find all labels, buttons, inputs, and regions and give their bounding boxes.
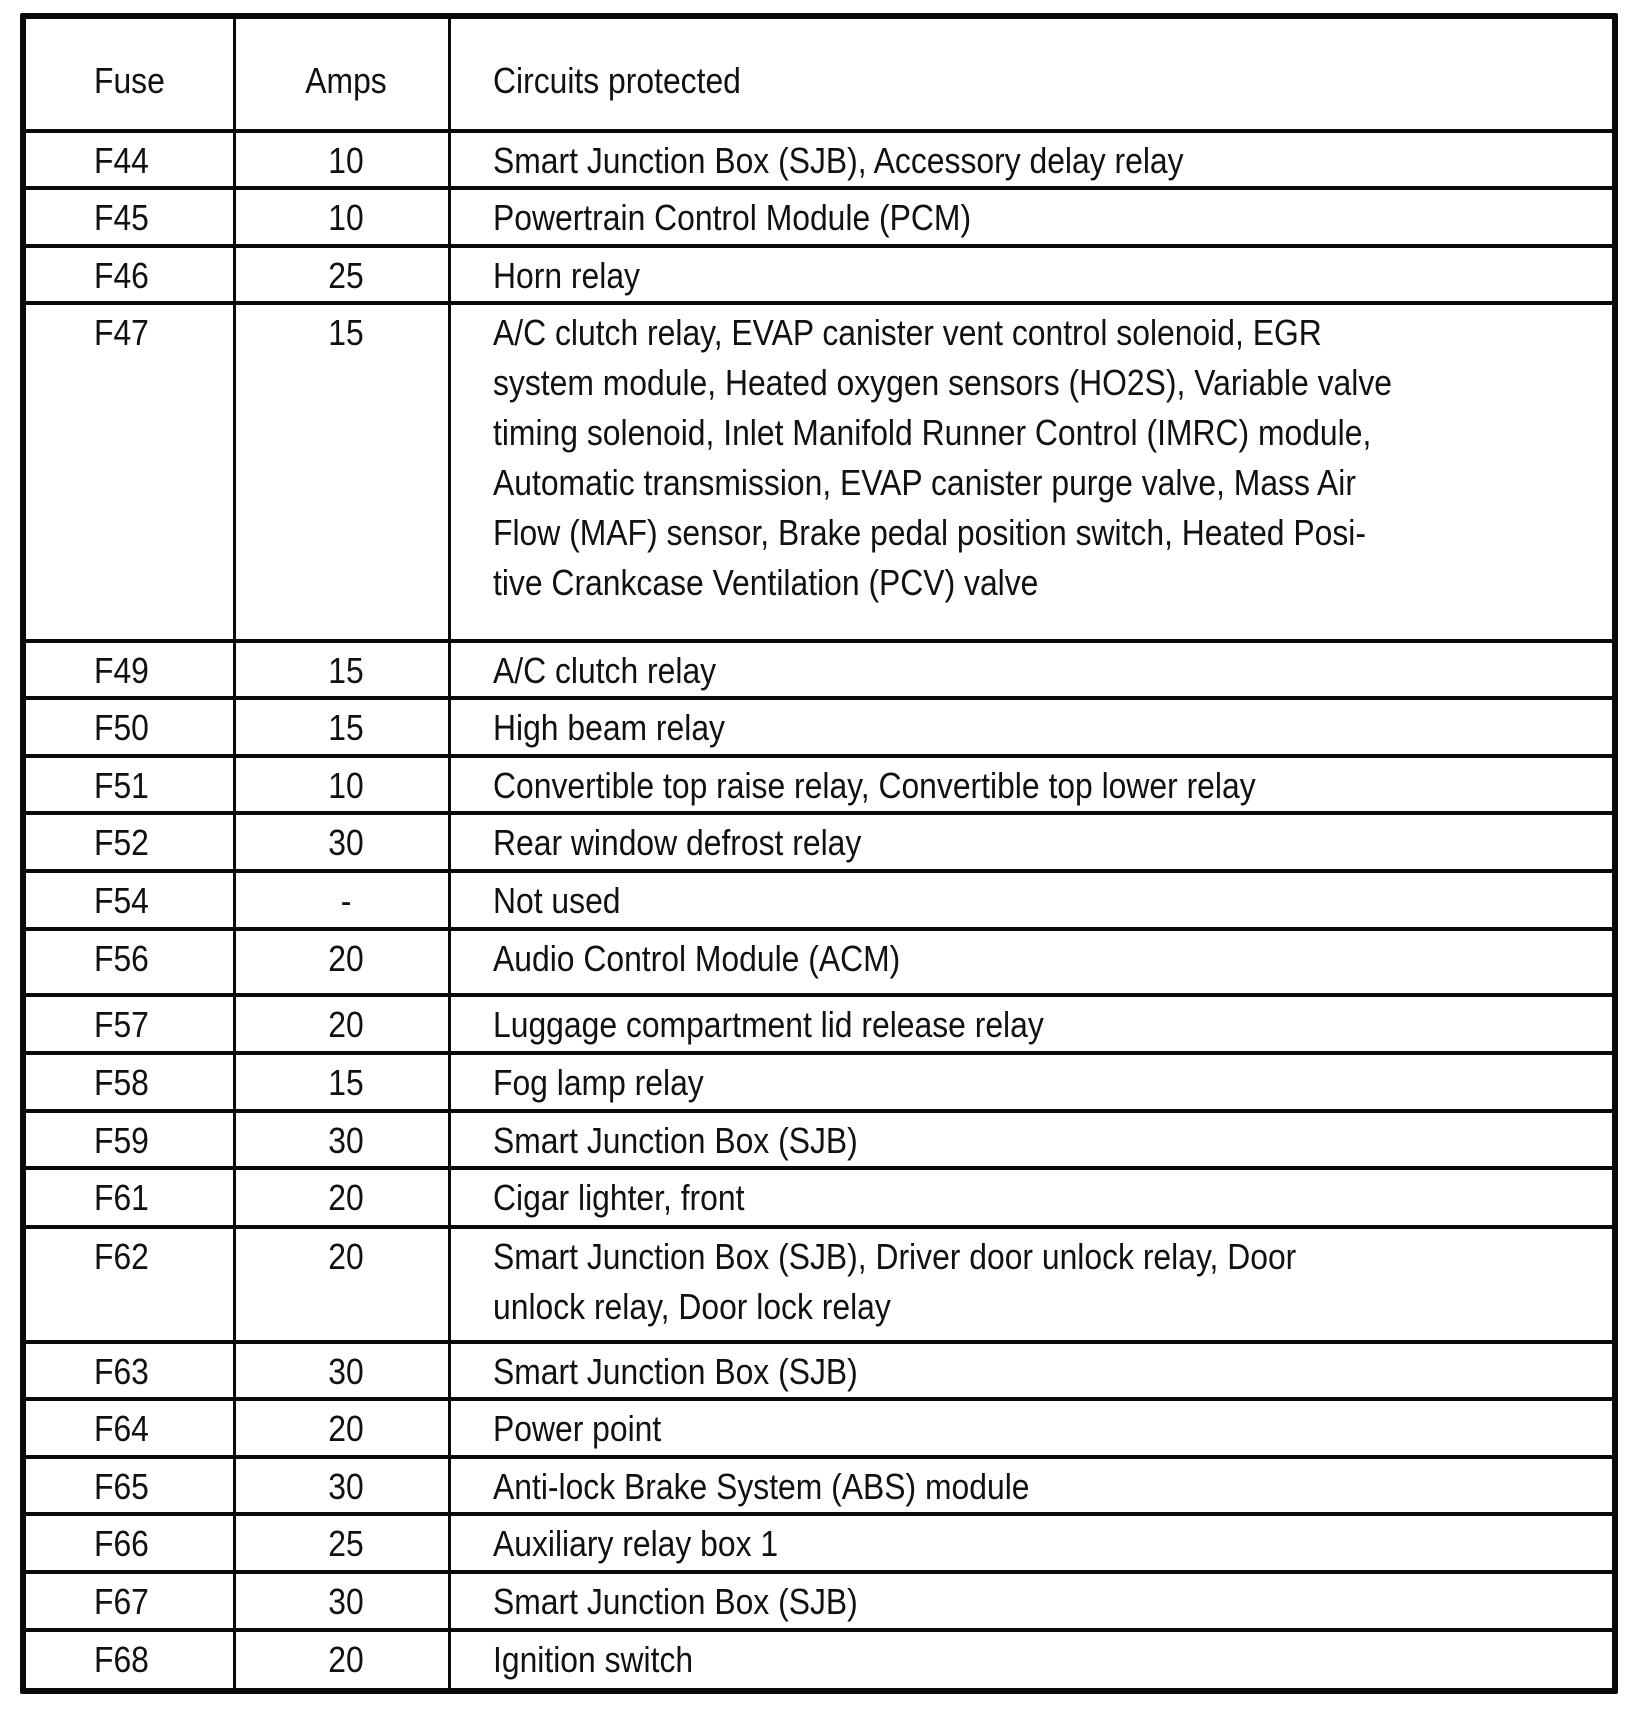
circuit-text-line: Anti-lock Brake System (ABS) module — [493, 1466, 1030, 1507]
amps-value: 15 — [328, 1062, 364, 1103]
circuit-text-line: Smart Junction Box (SJB) — [493, 1120, 858, 1161]
circuits-cell — [493, 251, 659, 301]
fuse-cell — [94, 646, 156, 696]
amps-cell — [239, 308, 453, 358]
fuse-id: F57 — [94, 1004, 149, 1045]
amps-value: 15 — [328, 707, 364, 748]
fuse-cell — [94, 876, 156, 926]
fuse-cell — [94, 1347, 156, 1397]
fuse-id: F46 — [94, 255, 149, 296]
fuse-id: F63 — [94, 1351, 149, 1392]
row-divider — [26, 993, 1612, 997]
fuse-cell — [94, 1635, 156, 1685]
circuit-text-line: A/C clutch relay, EVAP canister vent control solenoid, EGR — [493, 312, 1322, 353]
fuse-id: F52 — [94, 822, 149, 863]
row-divider — [26, 1225, 1612, 1229]
row-divider — [26, 186, 1612, 190]
row-divider — [26, 301, 1612, 305]
header-circuits — [493, 56, 773, 106]
circuits-cell — [493, 934, 953, 984]
row-divider — [26, 811, 1612, 815]
amps-cell — [239, 1519, 453, 1569]
row-divider — [26, 129, 1612, 133]
amps-value: 30 — [328, 1466, 364, 1507]
row-divider — [26, 696, 1612, 700]
fuse-id: F66 — [94, 1523, 149, 1564]
amps-cell — [239, 934, 453, 984]
fuse-id: F45 — [94, 197, 149, 238]
header-amps-label: Amps — [305, 60, 387, 101]
fuse-cell — [94, 1404, 156, 1454]
amps-value: 10 — [328, 140, 364, 181]
row-divider — [26, 1166, 1612, 1170]
fuse-cell — [94, 1519, 156, 1569]
fuse-cell — [94, 251, 156, 301]
amps-cell — [239, 1116, 453, 1166]
circuit-text-line: Smart Junction Box (SJB) — [493, 1351, 858, 1392]
circuit-text-line: Horn relay — [493, 255, 640, 296]
circuits-cell — [493, 876, 637, 926]
row-divider — [26, 927, 1612, 931]
amps-value: 30 — [328, 822, 364, 863]
fuse-id: F49 — [94, 650, 149, 691]
row-divider — [26, 1397, 1612, 1401]
amps-cell — [239, 703, 453, 753]
amps-cell — [239, 1000, 453, 1050]
circuit-text-line: Automatic transmission, EVAP canister purge valve, Mass Air — [493, 462, 1356, 503]
header-amps — [239, 56, 453, 106]
amps-cell — [239, 1347, 453, 1397]
circuits-cell — [493, 1116, 905, 1166]
amps-value: 15 — [328, 312, 364, 353]
circuits-cell — [493, 1635, 719, 1685]
row-divider — [26, 754, 1612, 758]
amps-cell — [239, 1173, 453, 1223]
amps-value: 10 — [328, 765, 364, 806]
circuit-text-line: Flow (MAF) sensor, Brake pedal position switch, Heated Posi- — [493, 512, 1366, 553]
amps-cell — [239, 646, 453, 696]
fuse-cell — [94, 818, 156, 868]
circuits-cell — [493, 1232, 1401, 1332]
circuit-text-line: Fog lamp relay — [493, 1062, 704, 1103]
circuits-cell — [493, 193, 1033, 243]
fuse-cell — [94, 934, 156, 984]
fuse-cell — [94, 761, 156, 811]
circuits-cell — [493, 1173, 777, 1223]
amps-cell — [239, 1404, 453, 1454]
circuits-cell — [493, 1347, 905, 1397]
amps-value: 30 — [328, 1351, 364, 1392]
row-divider — [26, 869, 1612, 873]
circuits-cell — [493, 1404, 683, 1454]
circuit-text-line: system module, Heated oxygen sensors (HO2S), Variable valve — [493, 362, 1392, 403]
circuit-text-line: Not used — [493, 880, 621, 921]
fuse-cell — [94, 1577, 156, 1627]
amps-value: - — [340, 880, 352, 921]
circuit-text-line: Audio Control Module (ACM) — [493, 938, 901, 979]
amps-value: 15 — [328, 650, 364, 691]
row-divider — [26, 1455, 1612, 1459]
amps-cell — [239, 1635, 453, 1685]
amps-cell — [239, 251, 453, 301]
fuse-id: F54 — [94, 880, 149, 921]
circuit-text-line: Ignition switch — [493, 1639, 694, 1680]
fuse-id: F58 — [94, 1062, 149, 1103]
fuse-id: F64 — [94, 1408, 149, 1449]
amps-value: 20 — [328, 1236, 364, 1277]
circuits-cell — [493, 136, 1273, 186]
amps-cell — [239, 1232, 453, 1282]
circuit-text-line: tive Crankcase Ventilation (PCV) valve — [493, 562, 1039, 603]
circuits-cell — [493, 1462, 1099, 1512]
circuit-text-line: Smart Junction Box (SJB), Driver door unlock relay, Door — [493, 1236, 1297, 1277]
amps-cell — [239, 876, 453, 926]
circuits-cell — [493, 818, 909, 868]
fuse-id: F61 — [94, 1177, 149, 1218]
amps-value: 30 — [328, 1120, 364, 1161]
fuse-cell — [94, 1000, 156, 1050]
row-divider — [26, 1512, 1612, 1516]
amps-value: 30 — [328, 1581, 364, 1622]
circuit-text-line: Power point — [493, 1408, 662, 1449]
amps-value: 25 — [328, 1523, 364, 1564]
header-circuits-label: Circuits protected — [493, 60, 741, 101]
row-divider — [26, 1628, 1612, 1632]
amps-cell — [239, 761, 453, 811]
circuit-text-line: Smart Junction Box (SJB), Accessory delay relay — [493, 140, 1184, 181]
row-divider — [26, 244, 1612, 248]
amps-value: 20 — [328, 938, 364, 979]
fuse-cell — [94, 1173, 156, 1223]
amps-value: 20 — [328, 1004, 364, 1045]
amps-value: 20 — [328, 1408, 364, 1449]
amps-cell — [239, 818, 453, 868]
header-fuse-label: Fuse — [94, 60, 165, 101]
fuse-cell — [94, 1116, 156, 1166]
circuit-text-line: Convertible top raise relay, Convertible top lower relay — [493, 765, 1256, 806]
fuse-cell — [94, 136, 156, 186]
row-divider — [26, 1109, 1612, 1113]
circuit-text-line: Smart Junction Box (SJB) — [493, 1581, 858, 1622]
circuit-text-line: Luggage compartment lid release relay — [493, 1004, 1044, 1045]
circuits-cell — [493, 646, 745, 696]
fuse-id: F59 — [94, 1120, 149, 1161]
fuse-cell — [94, 308, 156, 358]
fuse-id: F51 — [94, 765, 149, 806]
amps-value: 25 — [328, 255, 364, 296]
circuits-cell — [493, 1519, 815, 1569]
row-divider — [26, 1051, 1612, 1055]
amps-cell — [239, 193, 453, 243]
circuit-text-line: unlock relay, Door lock relay — [493, 1286, 891, 1327]
fuse-id: F62 — [94, 1236, 149, 1277]
amps-value: 20 — [328, 1177, 364, 1218]
header-fuse — [94, 56, 174, 106]
fuse-id: F65 — [94, 1466, 149, 1507]
circuits-cell — [493, 703, 755, 753]
circuit-text-line: Powertrain Control Module (PCM) — [493, 197, 972, 238]
circuits-cell — [493, 308, 1509, 608]
amps-value: 10 — [328, 197, 364, 238]
fuse-id: F47 — [94, 312, 149, 353]
fuse-cell — [94, 193, 156, 243]
fuse-id: F68 — [94, 1639, 149, 1680]
column-divider-fuse-amps — [233, 19, 236, 1688]
circuit-text-line: timing solenoid, Inlet Manifold Runner Control (IMRC) module, — [493, 412, 1372, 453]
fuse-id: F56 — [94, 938, 149, 979]
fuse-cell — [94, 1462, 156, 1512]
fuse-table — [20, 13, 1618, 1694]
row-divider — [26, 1340, 1612, 1344]
amps-cell — [239, 1577, 453, 1627]
circuit-text-line: Rear window defrost relay — [493, 822, 862, 863]
circuit-text-line: A/C clutch relay — [493, 650, 717, 691]
circuit-text-line: Auxiliary relay box 1 — [493, 1523, 779, 1564]
fuse-id: F44 — [94, 140, 149, 181]
fuse-cell — [94, 1232, 156, 1282]
row-divider — [26, 639, 1612, 643]
row-divider — [26, 1570, 1612, 1574]
fuse-id: F50 — [94, 707, 149, 748]
circuits-cell — [493, 761, 1355, 811]
fuse-id: F67 — [94, 1581, 149, 1622]
fuse-cell — [94, 703, 156, 753]
amps-value: 20 — [328, 1639, 364, 1680]
amps-cell — [239, 136, 453, 186]
circuits-cell — [493, 1000, 1115, 1050]
amps-cell — [239, 1462, 453, 1512]
circuits-cell — [493, 1577, 905, 1627]
circuit-text-line: High beam relay — [493, 707, 725, 748]
amps-cell — [239, 1058, 453, 1108]
fuse-cell — [94, 1058, 156, 1108]
circuits-cell — [493, 1058, 731, 1108]
circuit-text-line: Cigar lighter, front — [493, 1177, 745, 1218]
